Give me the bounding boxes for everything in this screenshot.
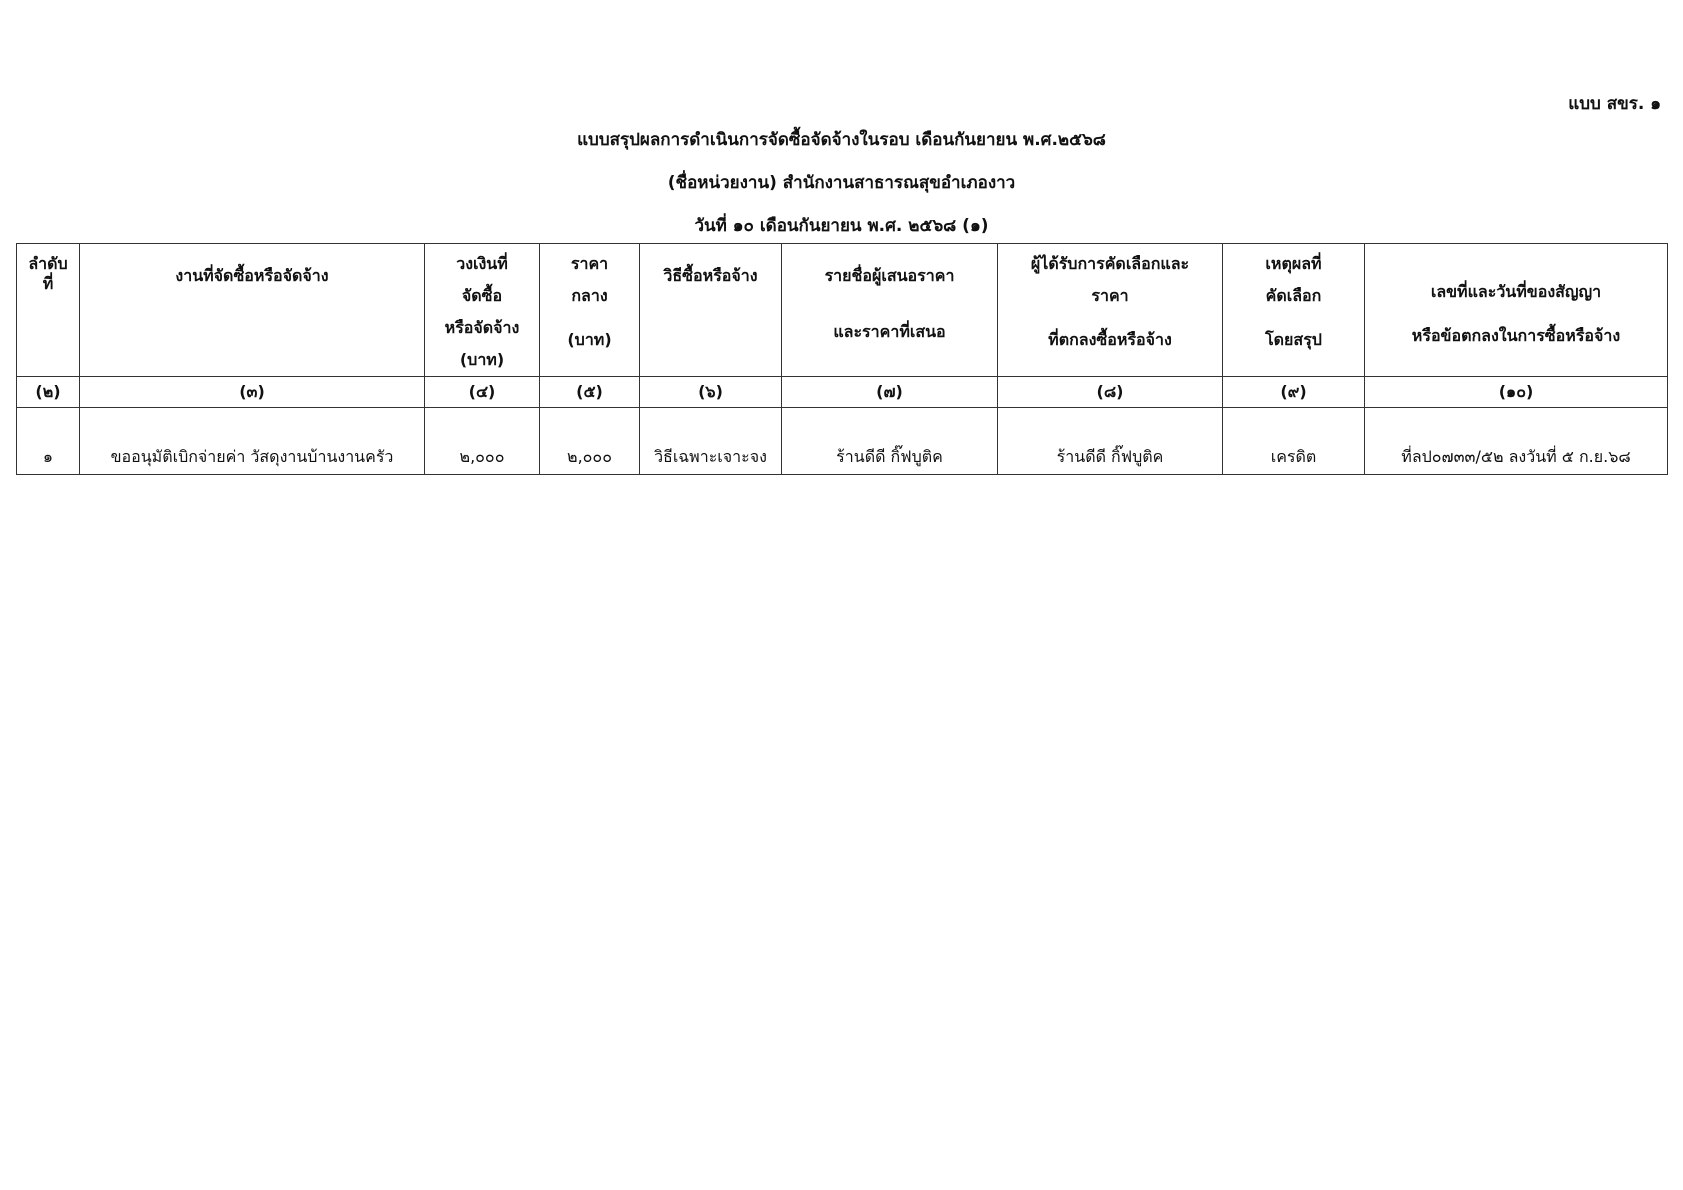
row-number: ๑: [17, 408, 80, 475]
header-contract: [1365, 244, 1668, 377]
header-sequence: [17, 244, 80, 377]
column-number: (๕): [540, 377, 640, 408]
header-selected-vendor: [998, 244, 1223, 377]
row-item: ขออนุมัติเบิกจ่ายค่า วัสดุงานบ้านงานครัว: [80, 408, 425, 475]
column-number: (๗): [782, 377, 998, 408]
header-method: [640, 244, 782, 377]
header-text: (บาท): [567, 330, 612, 349]
agency-name: (ชื่อหน่วยงาน) สำนักงานสาธารณสุขอำเภองาว: [667, 173, 1016, 193]
table-row: [17, 408, 1668, 475]
header-text: จัดซื้อ: [461, 286, 503, 305]
header-text: หรือจัดจ้าง: [444, 318, 520, 337]
header-text: คัดเลือก: [1265, 286, 1322, 305]
header-text: เลขที่และวันที่ของสัญญา: [1430, 282, 1602, 301]
column-number: (๙): [1223, 377, 1365, 408]
header-text: เหตุผลที่: [1265, 254, 1322, 273]
column-number: (๒): [17, 377, 80, 408]
header-text: (บาท): [459, 350, 505, 369]
row-method: วิธีเฉพาะเจาะจง: [640, 408, 782, 475]
header-text: กลาง: [571, 286, 608, 305]
header-text: รายชื่อผู้เสนอราคา: [824, 266, 955, 285]
document-title: แบบสรุปผลการดำเนินการจัดซื้อจัดจ้างในรอบ เดือนกันยายน พ.ศ.๒๕๖๘: [577, 130, 1106, 150]
column-number: (๓): [80, 377, 425, 408]
header-row: [17, 244, 1668, 377]
header-text: วิธีซื้อหรือจ้าง: [663, 266, 758, 285]
header-text: ราคา: [570, 254, 609, 273]
header-text: และราคาที่เสนอ: [833, 322, 946, 341]
header-text: ลำดับ: [28, 254, 68, 273]
column-number: (๘): [998, 377, 1223, 408]
row-selected-vendor: ร้านดีดี กิ๊ฟบูติค: [998, 408, 1223, 475]
header-text: ที่ตกลงซื้อหรือจ้าง: [1048, 330, 1172, 349]
form-code: แบบ สขร. ๑: [1568, 94, 1661, 114]
header-text: ผู้ได้รับการคัดเลือกและ: [1030, 254, 1190, 273]
header-text: หรือข้อตกลงในการซื้อหรือจ้าง: [1411, 326, 1621, 345]
header-median-price: [540, 244, 640, 377]
header-text: ราคา: [1091, 286, 1129, 305]
column-number-row: [17, 377, 1668, 408]
header-text: งานที่จัดซื้อหรือจัดจ้าง: [175, 266, 329, 285]
row-bidders: ร้านดีดี กิ๊ฟบูติค: [782, 408, 998, 475]
column-number: (๑๐): [1365, 377, 1668, 408]
header-text: วงเงินที่: [456, 254, 508, 273]
procurement-summary-table: [16, 243, 1668, 475]
column-number: (๔): [425, 377, 540, 408]
header-bidders: [782, 244, 998, 377]
header-budget: [425, 244, 540, 377]
row-budget: ๒,๐๐๐: [425, 408, 540, 475]
row-contract: ที่ลป๐๗๓๓/๕๒ ลงวันที่ ๕ ก.ย.๖๘: [1365, 408, 1668, 475]
row-median-price: ๒,๐๐๐: [540, 408, 640, 475]
header-reason: [1223, 244, 1365, 377]
row-reason: เครดิต: [1223, 408, 1365, 475]
header-text: ที่: [42, 274, 54, 293]
header-procurement-item: [80, 244, 425, 377]
column-number: (๖): [640, 377, 782, 408]
header-text: โดยสรุป: [1265, 330, 1322, 349]
report-date: วันที่ ๑๐ เดือนกันยายน พ.ศ. ๒๕๖๘ (๑): [694, 216, 989, 236]
